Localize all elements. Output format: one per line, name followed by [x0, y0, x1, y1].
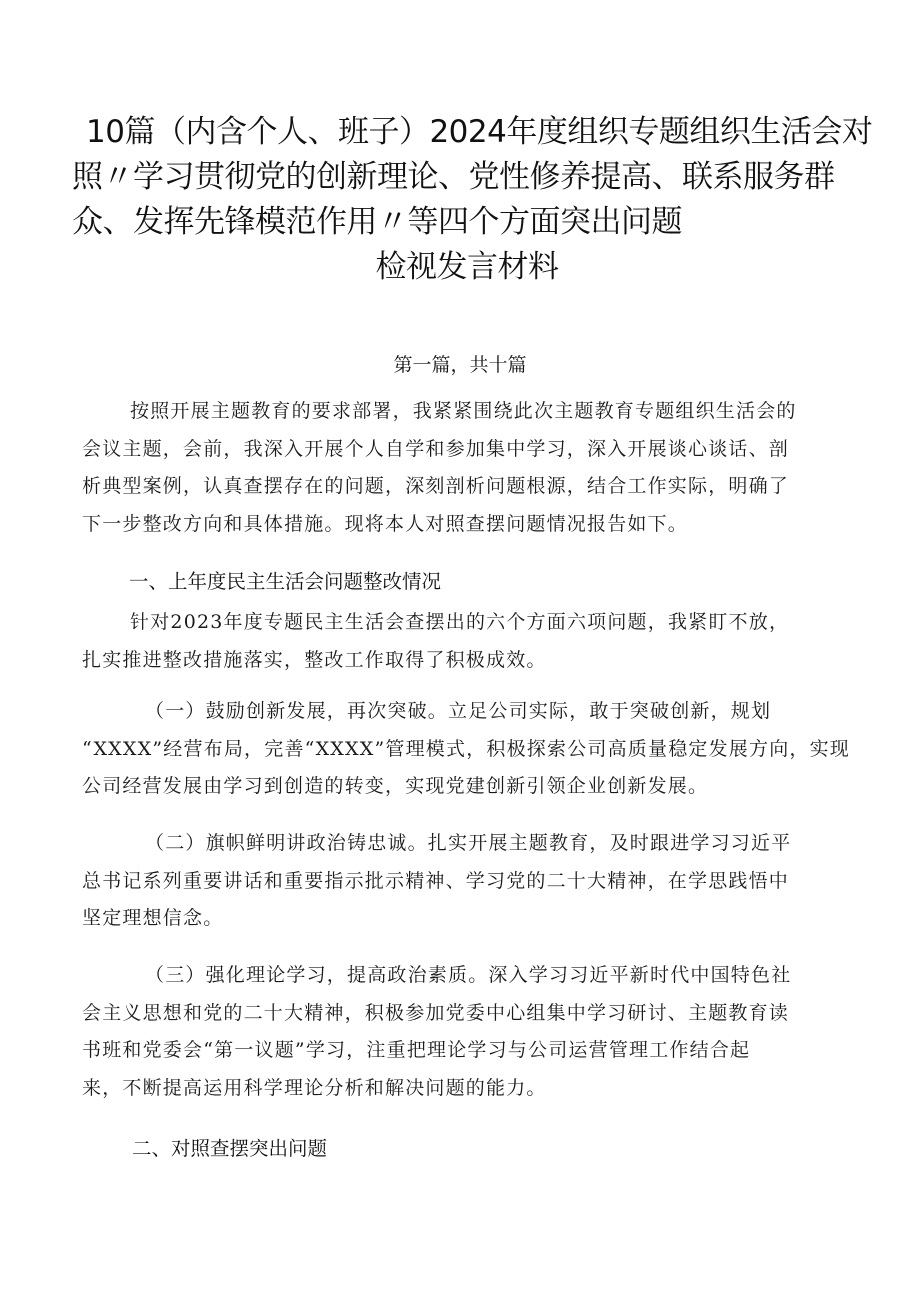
section-2-heading: 二、对照查摆突出问题 [132, 1137, 328, 1160]
title-line-4: 检视发言材料 [375, 249, 559, 285]
intro-line: 下一步整改方向和具体措施。现将本人对照查摆问题情况报告如下。 [82, 512, 689, 535]
intro-line: 按照开展主题教育的要求部署，我紧紧围绕此次主题教育专题组织生活会的 [130, 400, 797, 422]
title-line-1: 10篇（内含个人、班子）2024年度组织专题组织生活会对 [86, 114, 873, 150]
item-3-line: 会主义思想和党的二十大精神，积极参加党委中心组集中学习研讨、主题教育读 [82, 1001, 790, 1024]
item-2-line: （二）旗帜鲜明讲政治铸忠诚。扎实开展主题教育，及时跟进学习习近平 [145, 832, 792, 854]
document-subtitle: 第一篇，共十篇 [393, 354, 527, 376]
section-1-paragraph [82, 604, 848, 679]
item-3-paragraph [82, 957, 848, 1107]
item-2-line: 总书记系列重要讲话和重要指示批示精神、学习党的二十大精神，在学思践悟中 [82, 869, 790, 892]
item-3-line: 来，不断提高运用科学理论分析和解决问题的能力。 [82, 1076, 547, 1099]
item-1-paragraph [82, 693, 848, 806]
item-2-line: 坚定理想信念。 [82, 907, 224, 929]
section-1-heading: 一、上年度民主生活会问题整改情况 [129, 570, 442, 593]
title-line-3: 众、发挥先锋模范作用〃等四个方面突出问题 [72, 204, 682, 240]
section-1-line: 针对2023年度专题民主生活会查摆出的六个方面六项问题，我紧盯不放， [130, 611, 790, 633]
document-title [72, 110, 873, 290]
intro-paragraph [82, 393, 848, 543]
item-3-line: 书班和党委会“第一议题”学习，注重把理论学习与公司运营管理工作结合起 [82, 1039, 751, 1061]
intro-line: 会议主题，会前，我深入开展个人自学和参加集中学习，深入开展谈心谈话、剖 [82, 437, 790, 460]
item-1-line: “XXXX”经营布局，完善“XXXX”管理模式，积极探索公司高质量稳定发展方向，实现 [82, 737, 850, 760]
item-2-paragraph [82, 825, 848, 938]
item-1-line: （一）鼓励创新发展，再次突破。立足公司实际，敢于突破创新，规划 [145, 700, 772, 722]
title-line-2: 照〃学习贯彻党的创新理论、党性修养提高、联系服务群 [72, 159, 835, 195]
section-1-line: 扎实推进整改措施落实，整改工作取得了积极成效。 [82, 648, 547, 671]
item-1-line: 公司经营发展由学习到创造的转变，实现党建创新引领企业创新发展。 [82, 775, 709, 797]
intro-line: 析典型案例，认真查摆存在的问题，深刻剖析问题根源，结合工作实际，明确了 [82, 475, 790, 497]
item-3-line: （三）强化理论学习，提高政治素质。深入学习习近平新时代中国特色社 [145, 964, 792, 986]
